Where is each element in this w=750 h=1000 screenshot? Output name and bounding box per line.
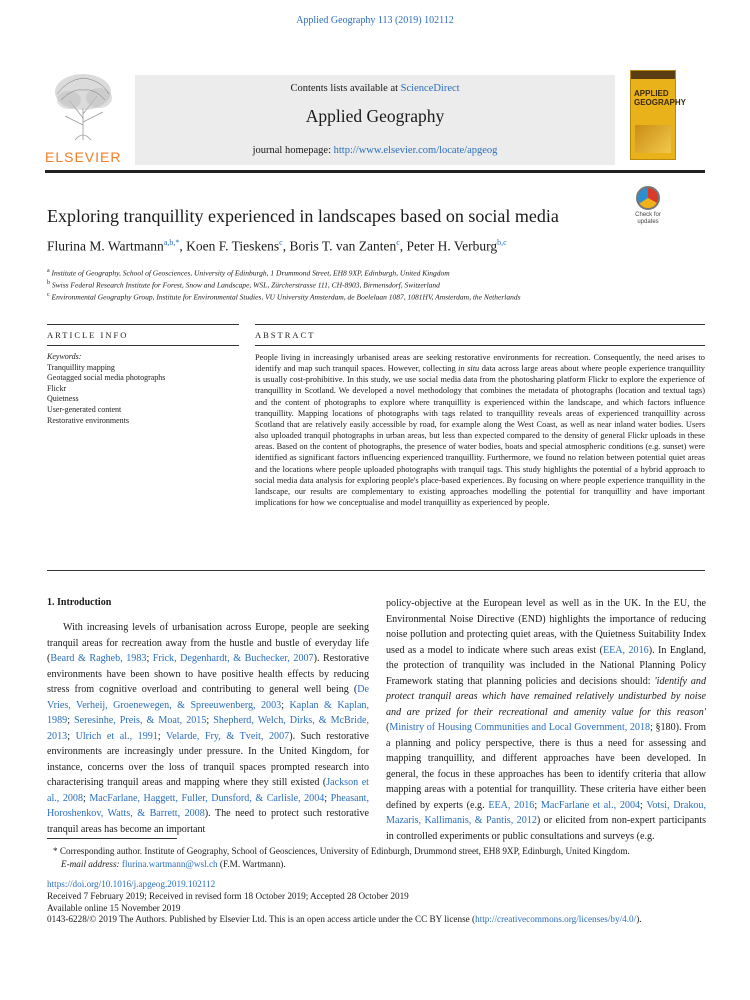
affiliation <box>47 280 440 290</box>
citation-link[interactable]: EEA, 2016 <box>488 799 535 811</box>
sciencedirect-link[interactable]: ScienceDirect <box>400 83 460 94</box>
body-column-left <box>47 620 369 837</box>
body-text: ; <box>83 792 90 804</box>
body-text: ( <box>386 722 390 733</box>
citation-link[interactable]: Ministry of Housing Communities and Local Government, 2018 <box>389 722 651 733</box>
body-text: ; <box>324 792 331 804</box>
journal-citation[interactable]: Applied Geography 113 (2019) 102112 <box>296 15 454 26</box>
body-text: ; <box>67 715 75 726</box>
keyword: Geotagged social media photographs <box>47 373 166 383</box>
abstract-text <box>255 352 705 508</box>
elsevier-logo <box>45 70 122 165</box>
crossmark-label: Check for updates <box>635 212 661 225</box>
affiliation-text: Institute of Geography, School of Geosciences, University of Edinburgh, 1 Drummond Street, EH8 9XP, Edinburgh, United Kingdom <box>51 268 450 278</box>
cover-artwork <box>635 125 671 153</box>
footnote-divider <box>47 838 177 839</box>
crossmark-icon <box>636 186 660 210</box>
citation-link[interactable]: MacFarlane, Haggett, Fuller, Dunsford, & Carlisle, 2004 <box>89 792 325 804</box>
body-text: ; <box>157 730 167 742</box>
body-text: ; §180). From a planning and policy perspective, there is thus a need for assessing and mapping tranquillity, and different approaches have been developed. In general, the focus in these approaches has been to identify criteria that allow mapping areas with a potential for tranquillity. These criteria have either been defined by experts (e.g. <box>386 722 707 811</box>
journal-cover[interactable] <box>630 70 687 160</box>
citation-link[interactable]: EEA, 2016 <box>602 644 649 656</box>
citation-link[interactable]: Votsi, Drakou, Mazaris, Kallimanis, & Pantis, 2012 <box>386 799 706 826</box>
citation-link[interactable]: Frick, Degenhardt, & Buchecker, 2007 <box>152 653 314 664</box>
body-text: ; <box>640 799 647 811</box>
body-text: ; <box>281 699 290 711</box>
body-text: ; <box>67 730 76 742</box>
keyword: Tranquillity mapping <box>47 362 115 372</box>
citation-link[interactable]: Beard & Ragheb, 1983 <box>50 653 147 664</box>
affiliation-key: b <box>47 280 50 286</box>
cover-title: APPLIED GEOGRAPHY <box>634 89 687 107</box>
body-text: policy-objective at the European level as well as in the UK. In the EU, the Environmental Noise Directive (END) highlights the importance of reducing noise pollution and protecting quiet areas, with the Quietness Suitability Index used as a model to indicate where such areas exist ( <box>386 598 706 656</box>
keywords-title: Keywords: <box>47 352 82 361</box>
doi-link[interactable]: https://doi.org/10.1016/j.apgeog.2019.102112 <box>47 879 216 889</box>
email-link[interactable]: flurina.wartmann@wsl.ch <box>121 858 218 869</box>
abstract-label: ABSTRACT <box>255 330 316 340</box>
citation-link[interactable]: Shepherd, Welch, Dirks, & McBride, 2013 <box>47 715 370 742</box>
divider <box>47 324 239 325</box>
received-dates: Received 7 February 2019; Received in revised form 18 October 2019; Accepted 28 October 2019 <box>47 890 409 901</box>
body-text: ). The need to protect such restorative tranquil areas has become an important <box>47 808 369 835</box>
affiliation-key: a <box>47 268 50 274</box>
affiliation-key: c <box>47 292 50 298</box>
journal-name: Applied Geography <box>305 106 445 126</box>
author-affiliation-marker[interactable]: b,c <box>497 238 507 247</box>
footnote-text: Corresponding author. Institute of Geography, School of Geosciences, University of Edinburgh, Drummond street, EH8 9XP, Edinburgh, United Kingdom. <box>59 846 630 856</box>
body-text: ). In England, the protection of tranquility was included in the National Planning Policy Framework stating that planning policies and decisions should: <box>386 644 706 687</box>
homepage-line <box>135 145 615 156</box>
author-separator: , <box>179 238 187 254</box>
article-history <box>47 879 707 926</box>
homepage-prefix: journal homepage: <box>252 145 334 156</box>
author-name: Peter H. Verburg <box>406 238 498 254</box>
divider <box>255 324 705 325</box>
body-text: ). Restorative environments have been shown to have positive health effects by reducing stress from cognitive overload and contributing to general well being ( <box>47 653 369 695</box>
author-name: Flurina M. Wartmann <box>47 238 164 254</box>
keyword: Quietness <box>47 394 79 404</box>
paper-title: Exploring tranquillity experienced in landscapes based on social media <box>47 206 559 226</box>
citation-link[interactable]: Velarde, Fry, & Tveit, 2007 <box>166 730 290 742</box>
body-text: ; <box>206 715 214 726</box>
journal-header <box>135 75 615 165</box>
citation-link[interactable]: Kaplan & Kaplan, 1989 <box>47 699 370 726</box>
article-info-label: ARTICLE INFO <box>47 330 129 340</box>
check-for-updates-badge[interactable] <box>628 186 668 230</box>
author-affiliation-marker[interactable]: a,b,* <box>163 238 180 247</box>
email-suffix: (F.M. Wartmann). <box>217 858 286 869</box>
abstract-part: People living in increasingly urbanised areas are seeking restorative environments for recreation. Consequently, the need arises to identify and map such tranquil spaces. However, collecting <box>255 353 705 374</box>
keyword: User-generated content <box>47 404 122 414</box>
contents-prefix: Contents lists available at <box>290 83 401 94</box>
author-name: Boris T. van Zanten <box>289 238 397 254</box>
body-text: With increasing levels of urbanisation across Europe, people are seeking tranquil areas for recreation away from the hustle and bustle of everyday life ( <box>47 622 369 664</box>
affiliation <box>47 292 521 302</box>
divider <box>255 345 705 346</box>
affiliation <box>47 268 450 278</box>
affiliation-text: Swiss Federal Research Institute for Forest, Snow and Landscape, WSL, Zürcherstrasse 111, CH-8903, Birmensdorf, Switzerland <box>51 280 440 290</box>
homepage-link[interactable]: http://www.elsevier.com/locate/apgeog <box>333 145 498 156</box>
author-affiliation-marker[interactable]: c <box>279 238 283 247</box>
cover-band <box>631 71 675 79</box>
copyright-suffix: ). <box>636 914 642 925</box>
author-list <box>47 238 507 255</box>
author-separator: , <box>282 238 290 254</box>
footnote-marker: * <box>53 846 58 856</box>
abstract-part: data across large areas about where people experience tranquillity is usually cost-prohibitive. In this study, we use social media data from the photosharing platform Flickr to explore the experience of tranquillity in Scotland. We developed a novel methodology that combines the metadata of photographs (location and textual tags) and the content of photographs to explore where tranquillity is experienced within the landscape, and which factors influence tranquillity. Mapping locations of photographs with tags related to tranquillity reveals areas of experienced tranquillity across Scotland that are relatively easily accessible by road, for example along the West Coast, as well as near inland water bodies. Users also uploaded tranquil photographs in urban areas, but less than expected compared to the density of general Flickr uploads in these areas. Based on the content of photographs, the presence of water bodies, boats and special atmospheric conditions (e.g. sunset) were identified as significant factors influencing experienced tranquillity. Furthermore, we found no relation between potential quiet areas and the locations where people uploaded photographs with tranquil tags. This study highlights the potential of a hybrid approach to social media data analysis for exploring people's place-based experiences. By focusing on where people experience tranquillity in the landscape, our results are complementary to existing approaches modelling the potential for tranquillity and have important implications for how we conceptualise and model tranquillity as experienced by people. <box>255 364 705 508</box>
affiliation-text: Environmental Geography Group, Institute for Environmental Studies, VU University Amsterdam, de Boelelaan 1087, 1081HV, Amsterdam, the Netherlands <box>51 292 521 302</box>
author-affiliation-marker[interactable]: c <box>396 238 400 247</box>
body-column-right <box>386 596 706 844</box>
copyright <box>47 914 707 926</box>
author-separator: , <box>399 238 407 254</box>
publisher-wordmark: ELSEVIER <box>45 149 122 165</box>
header-divider <box>45 170 705 173</box>
keywords-block <box>47 352 247 426</box>
copyright-text: 0143-6228/© 2019 The Authors. Published by Elsevier Ltd. This is an open access article under the CC BY license ( <box>47 914 476 925</box>
section-heading: 1. Introduction <box>47 597 112 608</box>
author-name: Koen F. Tieskens <box>186 238 280 254</box>
abstract-italic: in situ <box>458 364 480 374</box>
citation-link[interactable]: Jackson et al., 2008 <box>47 777 369 804</box>
email-label: E-mail address: <box>61 858 122 869</box>
quoted-text: 'identify and protect tranquil areas which have remained relatively undisturbed by noise and are prized for their recreational and amenity value for this reason' <box>386 675 706 718</box>
body-text: ). Such restorative environments are increasingly under pressure. In the United Kingdom, for instance, concerns over the loss of tranquil spaces prompted research into characterising tranquil areas and mapping where they still existed ( <box>47 730 369 788</box>
divider <box>47 570 705 571</box>
keyword: Flickr <box>47 383 67 393</box>
corresponding-author-footnote <box>47 845 707 870</box>
keyword: Restorative environments <box>47 415 129 425</box>
body-text: ) or elicited from non-expert participants in controlled experiments or public consultations and surveys (e.g. <box>386 815 706 842</box>
citation-link[interactable]: Pheasant, Horoshenkov, Watts, & Barrett, 2008 <box>47 792 369 819</box>
elsevier-tree-icon <box>47 70 119 142</box>
citation-link[interactable]: Ulrich et al., 1991 <box>75 730 158 742</box>
available-online: Available online 15 November 2019 <box>47 902 181 913</box>
citation-link[interactable]: MacFarlane et al., 2004 <box>540 799 641 811</box>
citation-link[interactable]: Seresinhe, Preis, & Moat, 2015 <box>74 715 207 726</box>
divider <box>47 345 239 346</box>
contents-line <box>135 83 615 94</box>
license-link[interactable]: http://creativecommons.org/licenses/by/4.0/ <box>475 914 637 925</box>
body-text: ; <box>534 799 541 811</box>
citation-link[interactable]: De Vries, Verheij, Groenewegen, & Spreeuwenberg, 2003 <box>47 684 369 711</box>
body-text: ; <box>146 653 153 664</box>
